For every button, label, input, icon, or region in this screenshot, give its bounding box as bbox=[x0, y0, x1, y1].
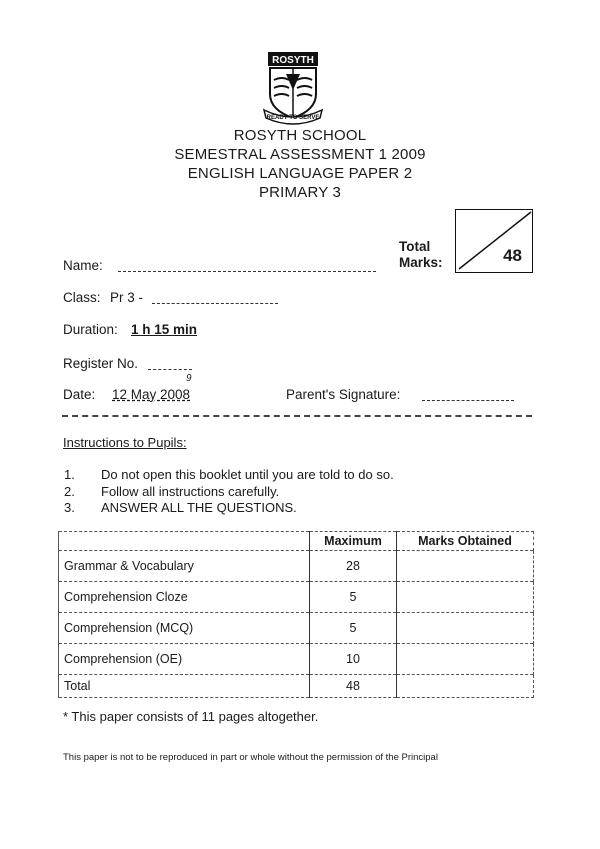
section-obtained[interactable] bbox=[397, 644, 534, 675]
class-value: Pr 3 - bbox=[110, 290, 144, 305]
class-label: Class: bbox=[63, 290, 101, 305]
section-name: Grammar & Vocabulary bbox=[59, 551, 310, 582]
marks-obtained-header: Marks Obtained bbox=[397, 532, 534, 551]
duration-label: Duration: bbox=[63, 322, 118, 337]
instruction-text: Follow all instructions carefully. bbox=[101, 484, 280, 499]
total-marks-value: 48 bbox=[503, 246, 522, 265]
pages-note: * This paper consists of 11 pages altogether. bbox=[63, 709, 319, 724]
maximum-header: Maximum bbox=[310, 532, 397, 551]
section-max: 28 bbox=[310, 551, 397, 582]
date-value: 12 May 2008 bbox=[112, 387, 191, 402]
separator-line bbox=[62, 415, 532, 417]
total-marks-label-line1: Total bbox=[399, 239, 431, 254]
instruction-number: 3. bbox=[64, 500, 75, 515]
school-crest-logo bbox=[262, 50, 324, 126]
parent-signature-label: Parent's Signature: bbox=[286, 387, 401, 402]
section-name: Total bbox=[59, 675, 310, 698]
table-row-total bbox=[59, 675, 534, 698]
copyright-note: This paper is not to be reproduced in part or whole without the permission of the Principal bbox=[63, 752, 438, 763]
section-obtained[interactable] bbox=[397, 613, 534, 644]
section-name: Comprehension (MCQ) bbox=[59, 613, 310, 644]
register-label: Register No. bbox=[63, 356, 139, 371]
section-max: 48 bbox=[310, 675, 397, 698]
table-row bbox=[59, 644, 534, 675]
duration-value: 1 h 15 min bbox=[131, 322, 198, 337]
table-row bbox=[59, 551, 534, 582]
section-name: Comprehension Cloze bbox=[59, 582, 310, 613]
table-header-row bbox=[59, 532, 534, 551]
table-row bbox=[59, 613, 534, 644]
instructions-list bbox=[0, 467, 600, 527]
total-marks-label-line2: Marks: bbox=[399, 255, 443, 270]
assessment-title: SEMESTRAL ASSESSMENT 1 2009 bbox=[174, 146, 426, 163]
name-field[interactable] bbox=[118, 271, 376, 272]
svg-text:READY TO SERVE: READY TO SERVE bbox=[266, 115, 320, 121]
date-correction: 9 bbox=[186, 373, 192, 384]
instruction-text: ANSWER ALL THE QUESTIONS. bbox=[101, 500, 297, 515]
section-max: 10 bbox=[310, 644, 397, 675]
section-obtained[interactable] bbox=[397, 582, 534, 613]
instructions-heading: Instructions to Pupils: bbox=[63, 435, 187, 450]
level-title: PRIMARY 3 bbox=[258, 184, 342, 201]
school-name: ROSYTH SCHOOL bbox=[233, 127, 367, 144]
section-max: 5 bbox=[310, 613, 397, 644]
marks-table bbox=[58, 531, 534, 698]
total-marks-box bbox=[455, 209, 533, 273]
section-name: Comprehension (OE) bbox=[59, 644, 310, 675]
name-label: Name: bbox=[63, 258, 103, 273]
section-obtained[interactable] bbox=[397, 675, 534, 698]
paper-title: ENGLISH LANGUAGE PAPER 2 bbox=[187, 165, 413, 182]
date-label: Date: bbox=[63, 387, 96, 402]
section-max: 5 bbox=[310, 582, 397, 613]
class-field[interactable] bbox=[152, 303, 278, 304]
instruction-number: 1. bbox=[64, 467, 75, 482]
section-obtained[interactable] bbox=[397, 551, 534, 582]
parent-signature-field[interactable] bbox=[422, 400, 514, 401]
section-header bbox=[59, 532, 310, 551]
table-row bbox=[59, 582, 534, 613]
register-field[interactable] bbox=[148, 369, 192, 370]
svg-text:ROSYTH: ROSYTH bbox=[272, 55, 314, 66]
instruction-number: 2. bbox=[64, 484, 75, 499]
instruction-text: Do not open this booklet until you are told to do so. bbox=[101, 467, 394, 482]
